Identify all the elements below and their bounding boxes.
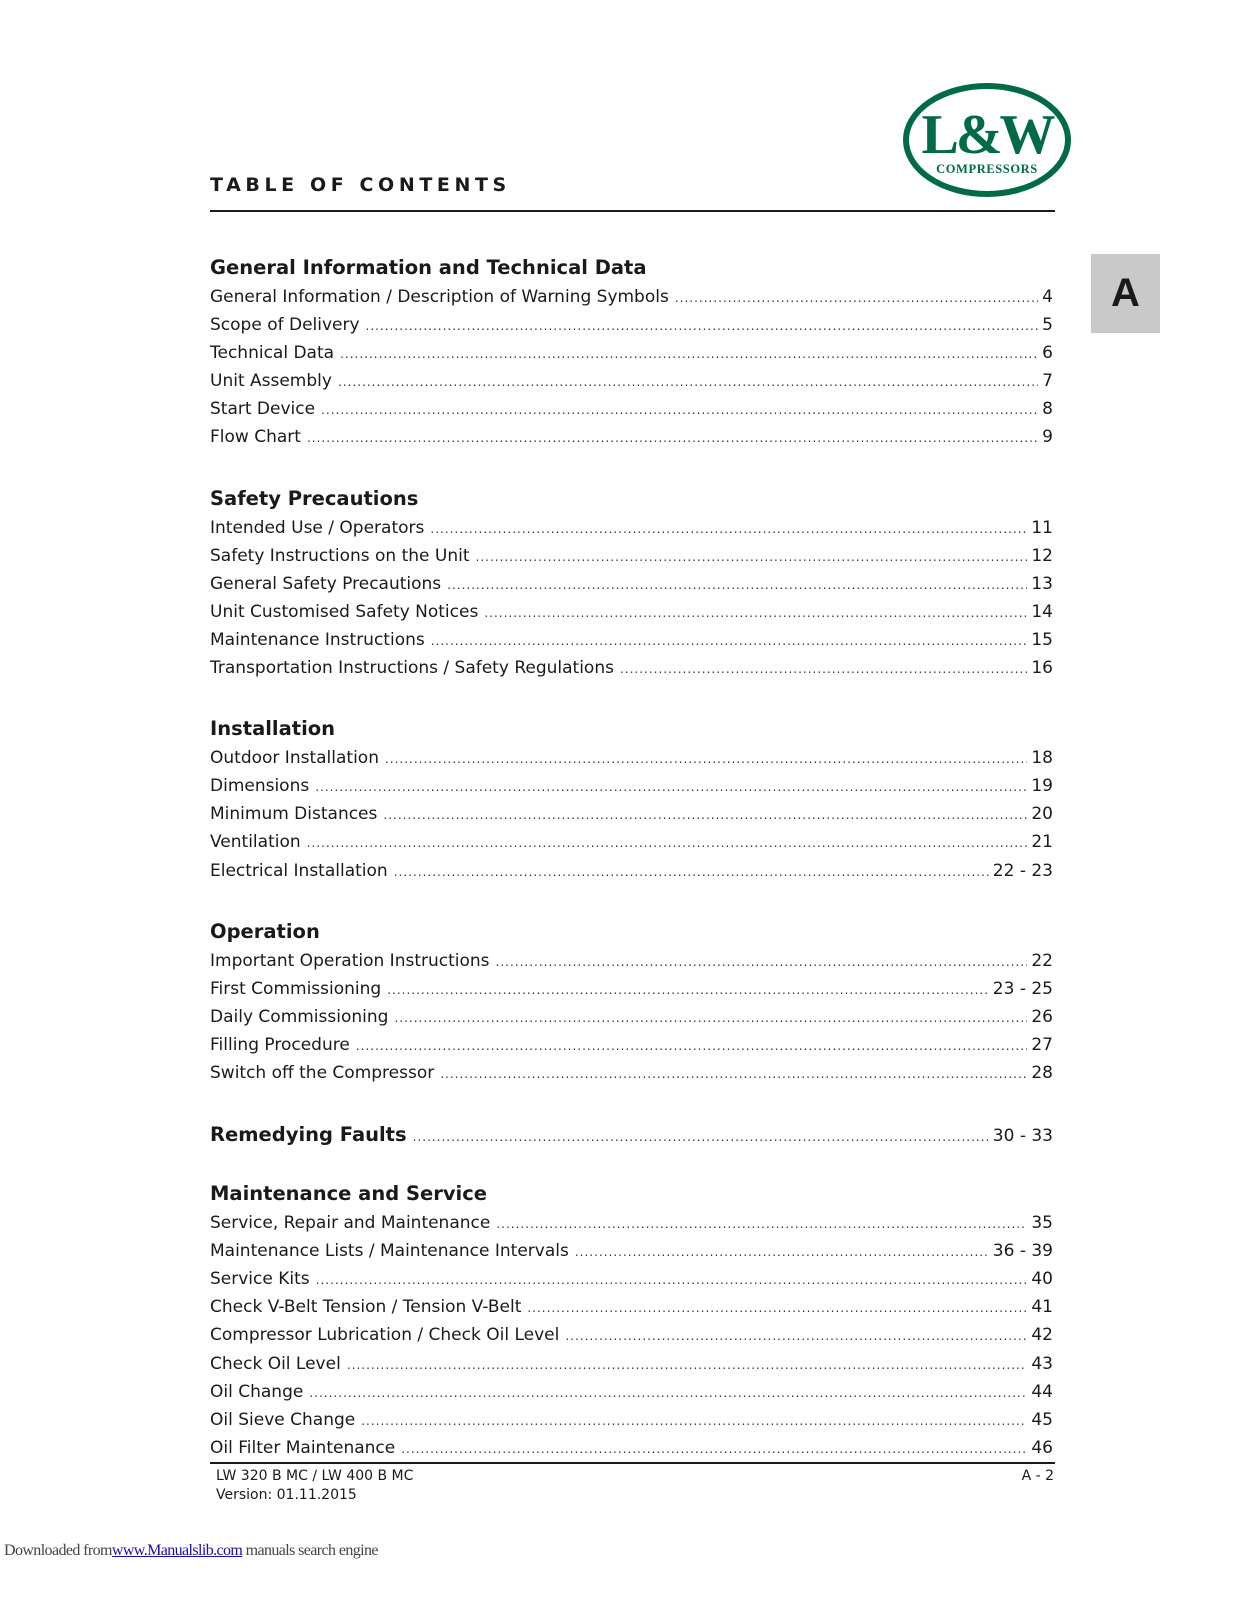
dot-leader	[431, 627, 1028, 655]
toc-entry[interactable]	[210, 1031, 1053, 1059]
entry-page: 18	[1031, 748, 1053, 769]
entry-label: Remedying Faults	[210, 1123, 407, 1147]
entry-page: 42	[1031, 1325, 1053, 1346]
toc-section-general	[210, 253, 1053, 452]
entry-label: Check V-Belt Tension / Tension V-Belt	[210, 1297, 522, 1318]
entry-page: 26	[1031, 1006, 1053, 1027]
dot-leader	[620, 655, 1027, 683]
toc-entry[interactable]	[210, 423, 1053, 451]
toc-entry[interactable]	[210, 598, 1053, 626]
entry-page: 23 - 25	[992, 978, 1053, 999]
dot-leader	[476, 543, 1028, 571]
entry-label: General Safety Precautions	[210, 573, 442, 594]
entry-label: Flow Chart	[210, 427, 301, 448]
dot-leader	[394, 858, 989, 886]
entry-page: 11	[1031, 517, 1053, 538]
dot-leader	[383, 801, 1027, 829]
entry-page: 22	[1031, 950, 1053, 971]
footer-version: Version: 01.11.2015	[216, 1487, 357, 1503]
logo-subtitle: COMPRESSORS	[936, 162, 1038, 176]
toc-entry[interactable]	[210, 542, 1053, 570]
dot-leader	[394, 1004, 1027, 1032]
table-of-contents	[210, 253, 1053, 1494]
dot-leader	[321, 396, 1038, 424]
entry-label: Oil Change	[210, 1381, 304, 1402]
toc-entry[interactable]	[210, 283, 1053, 311]
dot-leader	[316, 1266, 1028, 1294]
entry-label: Maintenance Lists / Maintenance Intervals	[210, 1241, 569, 1262]
section-heading: Safety Precautions	[210, 486, 419, 510]
entry-label: Start Device	[210, 399, 316, 420]
dot-leader	[356, 1032, 1028, 1060]
toc-entry[interactable]	[210, 975, 1053, 1003]
entry-page: 13	[1031, 573, 1053, 594]
section-heading: Operation	[210, 919, 320, 943]
entry-page: 6	[1042, 343, 1053, 364]
entry-page: 30 - 33	[992, 1126, 1053, 1147]
toc-entry[interactable]	[210, 744, 1053, 772]
footer-info	[216, 1467, 413, 1505]
toc-entry[interactable]	[210, 626, 1053, 654]
entry-label: Unit Customised Safety Notices	[210, 601, 479, 622]
dot-leader	[484, 599, 1027, 627]
toc-entry[interactable]	[210, 1434, 1053, 1462]
entry-label: Minimum Distances	[210, 804, 378, 825]
entry-label: Important Operation Instructions	[210, 950, 490, 971]
entry-label: Daily Commissioning	[210, 1006, 389, 1027]
entry-page: 19	[1031, 776, 1053, 797]
toc-section-operation	[210, 917, 1053, 1087]
entry-page: 43	[1031, 1353, 1053, 1374]
section-heading: Maintenance and Service	[210, 1182, 488, 1206]
entry-label: Switch off the Compressor	[210, 1062, 435, 1083]
dot-leader	[430, 515, 1027, 543]
entry-page: 15	[1031, 629, 1053, 650]
entry-label: Ventilation	[210, 832, 301, 853]
dot-leader	[361, 1407, 1027, 1435]
dot-leader	[447, 571, 1027, 599]
toc-entry[interactable]	[210, 654, 1053, 682]
entry-page: 40	[1031, 1269, 1053, 1290]
dot-leader	[340, 340, 1038, 368]
toc-entry[interactable]	[210, 1003, 1053, 1031]
toc-entry[interactable]	[210, 311, 1053, 339]
entry-page: 5	[1042, 315, 1053, 336]
entry-label: Scope of Delivery	[210, 315, 360, 336]
toc-entry[interactable]	[210, 1059, 1053, 1087]
toc-entry[interactable]	[210, 947, 1053, 975]
entry-label: Maintenance Instructions	[210, 629, 425, 650]
entry-page: 12	[1031, 545, 1053, 566]
dot-leader	[496, 948, 1028, 976]
dot-leader	[527, 1294, 1027, 1322]
entry-page: 28	[1031, 1062, 1053, 1083]
toc-entry[interactable]	[210, 339, 1053, 367]
entry-label: Filling Procedure	[210, 1034, 350, 1055]
toc-section-remedying	[210, 1119, 1053, 1151]
toc-entry[interactable]	[210, 1406, 1053, 1434]
entry-page: 8	[1042, 399, 1053, 420]
toc-section-safety	[210, 484, 1053, 683]
toc-entry[interactable]	[210, 1378, 1053, 1406]
toc-entry[interactable]	[210, 800, 1053, 828]
manualslib-link[interactable]: www.Manualslib.com	[111, 1542, 243, 1559]
footer-divider	[210, 1462, 1055, 1464]
download-note	[4, 1542, 378, 1560]
entry-label: Compressor Lubrication / Check Oil Level	[210, 1325, 560, 1346]
entry-page: 4	[1042, 287, 1053, 307]
entry-page: 16	[1031, 658, 1053, 679]
dot-leader	[440, 1060, 1027, 1088]
toc-entry[interactable]	[210, 395, 1053, 423]
toc-entry-remedying-faults[interactable]	[210, 1119, 1053, 1151]
toc-entry[interactable]	[210, 1209, 1053, 1237]
entry-label: Oil Sieve Change	[210, 1409, 356, 1430]
entry-label: Service Kits	[210, 1269, 310, 1290]
dot-leader	[347, 1351, 1028, 1379]
toc-entry[interactable]	[210, 857, 1053, 885]
entry-label: Technical Data	[210, 343, 335, 364]
dot-leader	[307, 424, 1038, 452]
entry-label: Safety Instructions on the Unit	[210, 545, 470, 566]
entry-label: Unit Assembly	[210, 371, 332, 392]
entry-label: First Commissioning	[210, 978, 382, 999]
dot-leader	[565, 1322, 1027, 1350]
entry-page: 46	[1031, 1437, 1053, 1458]
toc-entry[interactable]	[210, 1237, 1053, 1265]
entry-label: Service, Repair and Maintenance	[210, 1213, 491, 1234]
entry-page: 14	[1031, 601, 1053, 622]
toc-entry[interactable]	[210, 367, 1053, 395]
dot-leader	[315, 773, 1027, 801]
title-divider	[210, 210, 1055, 212]
dot-leader	[366, 312, 1039, 340]
entry-page: 9	[1042, 427, 1053, 448]
entry-page: 22 - 23	[992, 860, 1053, 881]
toc-entry[interactable]	[210, 772, 1053, 800]
entry-page: 21	[1031, 832, 1053, 853]
dot-leader	[413, 1121, 989, 1153]
toc-entry[interactable]	[210, 1293, 1053, 1321]
toc-entry[interactable]	[210, 514, 1053, 542]
dot-leader	[387, 976, 989, 1004]
dot-leader	[675, 284, 1038, 312]
entry-page: 36 - 39	[992, 1241, 1053, 1262]
footer-model: LW 320 B MC / LW 400 B MC	[216, 1468, 414, 1484]
section-heading: General Information and Technical Data	[210, 256, 647, 279]
toc-section-maintenance	[210, 1179, 1053, 1462]
toc-entry[interactable]	[210, 1265, 1053, 1293]
dot-leader	[338, 368, 1038, 396]
lw-compressors-logo	[902, 82, 1072, 198]
toc-entry[interactable]	[210, 1350, 1053, 1378]
toc-entry[interactable]	[210, 828, 1053, 856]
dot-leader	[575, 1238, 989, 1266]
dot-leader	[307, 829, 1028, 857]
entry-page: 41	[1031, 1297, 1053, 1318]
section-tab-marker: A	[1091, 254, 1160, 333]
download-suffix: manuals search engine	[245, 1542, 378, 1559]
entry-label: Dimensions	[210, 776, 310, 797]
download-prefix: Downloaded from	[4, 1542, 112, 1559]
entry-page: 35	[1031, 1213, 1053, 1234]
entry-label: Oil Filter Maintenance	[210, 1437, 396, 1458]
entry-label: Electrical Installation	[210, 860, 388, 881]
toc-section-installation	[210, 714, 1053, 884]
page-title: TABLE OF CONTENTS	[210, 174, 511, 196]
section-heading: Installation	[210, 717, 336, 741]
entry-label: Transportation Instructions / Safety Regulations	[210, 658, 614, 679]
footer-page-number: A - 2	[1021, 1468, 1054, 1484]
entry-label: Intended Use / Operators	[210, 517, 425, 538]
entry-page: 20	[1031, 804, 1053, 825]
entry-page: 45	[1031, 1409, 1053, 1430]
toc-entry[interactable]	[210, 570, 1053, 598]
entry-label: Outdoor Installation	[210, 748, 379, 769]
entry-page: 27	[1031, 1034, 1053, 1055]
dot-leader	[496, 1210, 1027, 1238]
logo-letters: L&W	[921, 104, 1053, 166]
entry-label: Check Oil Level	[210, 1353, 341, 1374]
toc-entry[interactable]	[210, 1321, 1053, 1349]
dot-leader	[309, 1379, 1027, 1407]
entry-label: General Information / Description of Warning Symbols	[210, 287, 669, 307]
dot-leader	[385, 745, 1027, 773]
entry-page: 7	[1042, 371, 1053, 392]
entry-page: 44	[1031, 1381, 1053, 1402]
dot-leader	[401, 1435, 1027, 1463]
